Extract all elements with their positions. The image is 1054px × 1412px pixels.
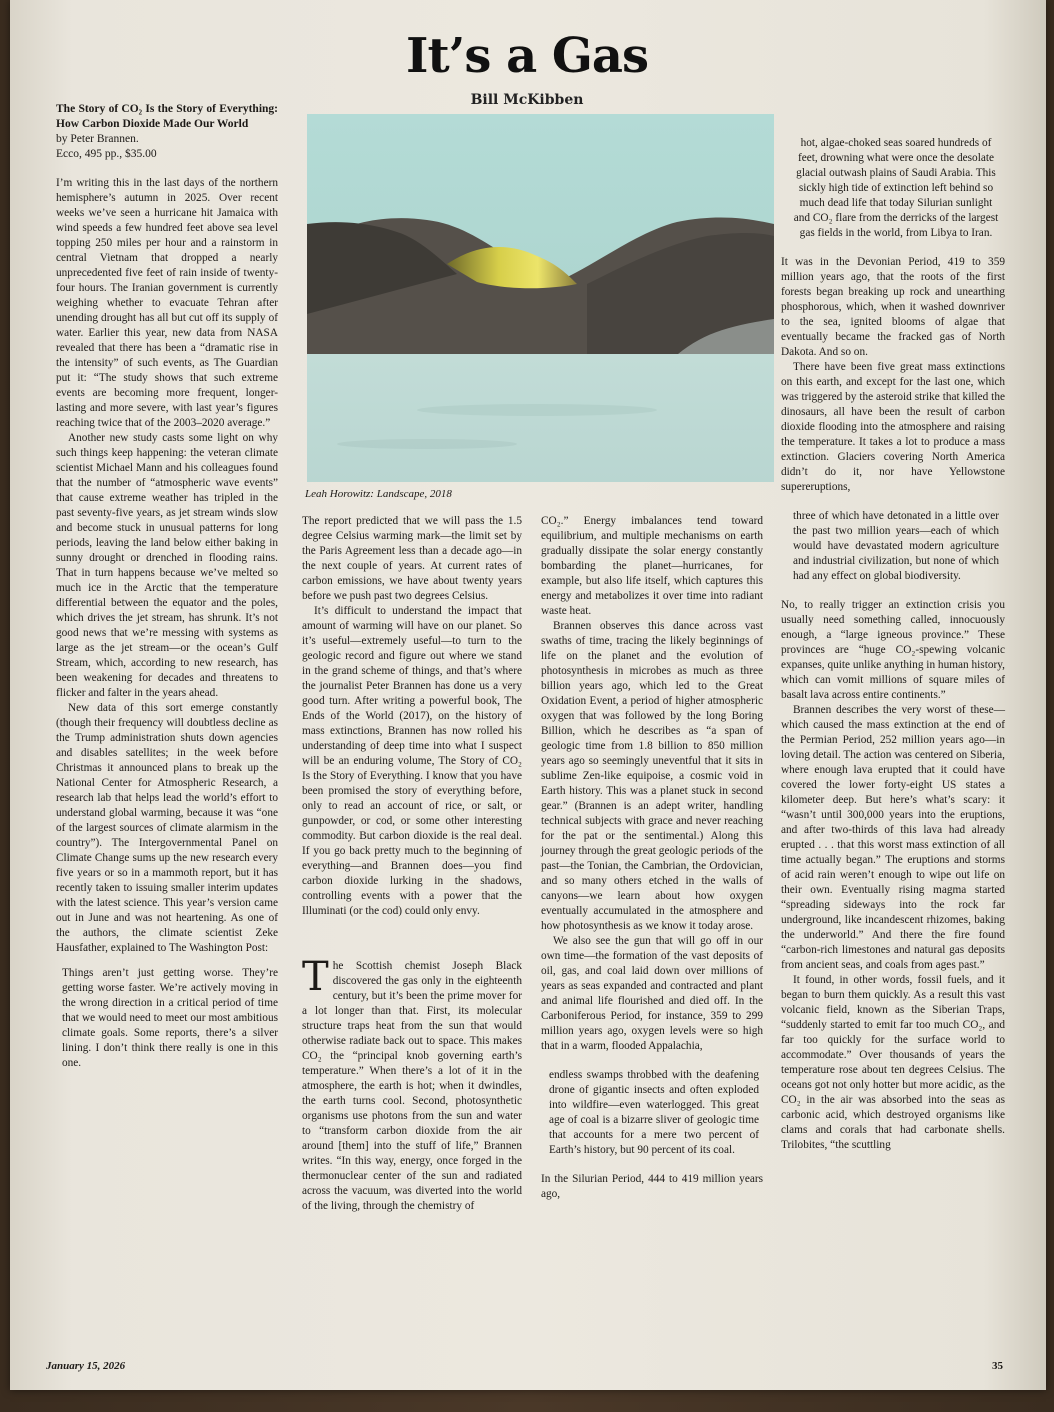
book-publisher: Ecco, 495 pp., $35.00: [56, 148, 157, 160]
paragraph: It’s difficult to understand the impact that amount of warming will have on our planet. So it’s useful—extremely useful—to turn to the geologic record and figure out where we stand in the grand scheme of things, and that’s where the journalist Peter Brannen has done us a very good turn. After writing a powerful book, The Ends of the World (2017), on the history of mass extinctions, Brannen has now rolled his understanding of deep time into what I suspect will be an enduring volume, The Story of CO₂ Is the Story of Everything. I know that you have been promised the story of everything before, only to read an account of rice, or salt, or gunpowder, or cod, or some other interesting commodity. But carbon dioxide is the real deal. If you go back pretty much to the beginning of everything—and Brannen does—you find carbon dioxide lurking in the shadows, controlling events with a power that the Illuminati (or the cod) could only envy.: [302, 605, 522, 917]
paragraph: I’m writing this in the last days of the northern hemisphere’s autumn in 2025. Over recent weeks we’ve seen a hurricane hit Jamaica with wind speeds a few hundred feet above sea level topping 250 miles per hour and a rainstorm in central Vietnam that dropped a nearly unprecedented five feet of rain inside of twenty-four hours. The Iranian government is currently weighing whether to evacuate Tehran after unending drought has all but cut off its supply of water. Earlier this year, new data from NASA revealed that there has been a “dramatic rise in the intensity” of such events, as The Guardian put it: “The study shows that such extreme events are becoming more frequent, longer-lasting and more severe, with last year’s figures reaching twice that of the 2003–2020 average.”: [56, 177, 278, 429]
block-quote: three of which have detonated in a little over the past two million years—each of which would have devastated modern agriculture and industrial civilization, but none of which had any effect on global biodiversity.: [793, 510, 999, 582]
column-2: [302, 514, 522, 1214]
issue-date: January 15, 2026: [46, 1360, 126, 1372]
figure-caption: Leah Horowitz: Landscape, 2018: [305, 488, 452, 500]
paragraph: In the Silurian Period, 444 to 419 million years ago,: [541, 1173, 763, 1200]
column-3: [541, 514, 763, 1202]
column-4: [781, 136, 1005, 1153]
landscape-painting-svg: [307, 114, 774, 482]
paragraph: Brannen observes this dance across vast swaths of time, tracing the likely beginnings of life on the planet and the evolution of photosynthesis in microbes as much as three billion years ago, which led to the Great Oxidation Event, a period of higher atmospheric oxygen that was followed by the long Boring Billion, which he describes as “a span of geologic time from 1.8 billion to 850 million years ago so seemingly uneventful that it sits in sublime Zen-like equipoise, a cosmic void in Earth history. This was a planet stuck in second gear.” (Brannen is an adept writer, handling technical subjects with grace and never reaching for the pat or the sentimental.) Along this journey through the great geologic periods of the past—the Tonian, the Cambrian, the Ordovician, and so many others etched in the walls of canyons—we learn about how oxygen eventually accumulated in the atmosphere and how photosynthesis as we know it today arose.: [541, 620, 763, 932]
paragraph: It was in the Devonian Period, 419 to 359 million years ago, that the roots of the first forests began breaking up rock and unearthing phosphorous, which, when it washed downriver to the sea, ignited blooms of algae that eventually became the fracked gas of North Dakota. And so on.: [781, 256, 1005, 358]
block-quote: endless swamps throbbed with the deafening drone of gigantic insects and often exploded into wildfire—even waterlogged. This great age of coal is a bizarre sliver of geologic time that accounts for a mere two percent of Earth’s history, but 90 percent of its coal.: [549, 1069, 759, 1156]
paragraph: New data of this sort emerge constantly (though their frequency will doubtless decline as the Trump administration shuts down agencies and disables satellites; in the week before Christmas it announced plans to break up the National Center for Atmospheric Research, a research lab that helps lead the world’s effort to understand global warming, because it was “one of the largest sources of climate alarmism in the country”). The Intergovernmental Panel on Climate Change sums up the new research every five years or so in a mammoth report, but it has recently taken to issuing smaller interim updates with the latest science. This year’s version came out in June and was not heartening. As one of the authors, the climate scientist Zeke Hausfather, explained to The Washington Post:: [56, 702, 278, 954]
paragraph: [302, 954, 522, 1214]
paragraph: It found, in other words, fossil fuels, and it began to burn them quickly. As a result this vast volcanic field, known as the Siberian Traps, “suddenly started to emit far too much CO₂, and far too quickly for the surface world to accommodate.” Over thousands of years the temperature rose about ten degrees Celsius. The oceans got not only hotter but more acidic, as the CO₂ in the air was absorbed into the seas as carbonic acid, which destroyed organisms like clams and corals that had carbonate shells. Trilobites, “the scuttling: [781, 974, 1005, 1151]
paragraph-text: he Scottish chemist Joseph Black discovered the gas only in the eighteenth century, but it’s been the prime mover for a lot longer than that. First, its molecular structure traps heat from the sun that would otherwise radiate back out to space. This makes CO₂ the “principal knob governing earth’s temperature.” When there’s a lot of it in the atmosphere, the earth is hot; when it dwindles, the earth turns cool. Second, photosynthetic organisms use photons from the sun and water to “transform carbon dioxide from the air around [them] into the stuff of life,” Brannen writes. “In this way, energy, once forged in the thermonuclear center of the sun and radiated across the vacuum, was diverted into the world of the living, through the chemistry of: [302, 960, 522, 1212]
article-title: It’s a Gas: [406, 28, 648, 84]
drop-cap: T: [302, 954, 329, 1000]
landscape-painting: [307, 114, 774, 482]
page-number: 35: [992, 1360, 1003, 1372]
article-author: Bill McKibben: [470, 92, 584, 108]
column-1: [56, 102, 278, 1071]
paragraph: Brannen describes the very worst of these—which caused the mass extinction at the end of the Permian Period, 252 million years ago—in loving detail. The action was centered on Siberia, where enough lava erupted that it could have covered the lower forty-eight US states a kilometer deep. But here’s what’s scary: it “wasn’t until 300,000 years into the eruptions, and after two-thirds of this lava had already erupted . . . that this worst mass extinction of all time actually began.” The eruptions and storms of acid rain weren’t enough to wipe out life on their own. Eventually rising magma started “spreading sideways into the rock far underground, like incandescent rhizomes, baking the underworld.” And there the fire found “carbon-rich limestones and natural gas deposits from ancient seas, and coals from ages past.”: [781, 704, 1005, 971]
block-quote: Things aren’t just getting worse. They’re getting worse faster. We’re actively moving in the wrong direction in a critical period of time that we would need to meet our most ambitious climate goals. Some reports, there’s a silver lining. I don’t think there really is one in this one.: [62, 967, 278, 1069]
book-title: The Story of CO₂ Is the Story of Everything: How Carbon Dioxide Made Our World: [56, 103, 278, 130]
paragraph: We also see the gun that will go off in our own time—the formation of the vast deposits of oil, gas, and coal laid down over millions of years as seas expanded and contracted and plant and animal life flourished and died off. In the Carboniferous Period, for instance, 359 to 299 million years ago, oxygen levels were so high that in a warm, flooded Appalachia,: [541, 935, 763, 1052]
book-byline: by Peter Brannen.: [56, 133, 139, 145]
block-quote: hot, algae-choked seas soared hundreds of feet, drowning what were once the desolate glacial outwash plains of Saudi Arabia. This sickly high tide of extinction left behind so much dead life that today Silurian sunlight and CO₂ flare from the derricks of the largest gas fields in the world, from Libya to Iran.: [793, 137, 999, 239]
paragraph: There have been five great mass extinctions on this earth, and except for the last one, which was triggered by the asteroid strike that killed the dinosaurs, all have been the result of carbon dioxide flooding into the atmosphere and raising the temperature. It takes a lot to produce a mass extinction. Glaciers covering North America didn’t do it, nor have Yellowstone supereruptions,: [781, 361, 1005, 493]
paragraph: CO₂.” Energy imbalances tend toward equilibrium, and multiple mechanisms on earth gradually dissipate the solar energy constantly bombarding the planet—hurricanes, for example, but also life itself, which captures this energy and metabolizes it over time into radiant waste heat.: [541, 515, 763, 617]
paragraph: The report predicted that we will pass the 1.5 degree Celsius warming mark—the limit set by the Paris Agreement less than a decade ago—in the next couple of years. At current rates of carbon emissions, we have about twenty years before we push past two degrees Celsius.: [302, 515, 522, 602]
paragraph: Another new study casts some light on why such things keep happening: the veteran climate scientist Michael Mann and his colleagues found that the number of “atmospheric wave events” that cause extreme weather has tripled in the past seventy-five years, as jet stream winds slow and become stuck in unusual patterns for long periods, leaving the land below either baking in sunny drought or drenched in flooding rains. That in turn happens because we’ve melted so much ice in the Arctic that the temperature differential between the equator and the poles, which drives the jet stream, has shrunk. It’s not good news that we’re messing with systems as large as the jet stream—or the ocean’s Gulf Stream, which, according to new research, has been weakening for decades and threatens to flicker and falter in the years ahead.: [56, 432, 278, 699]
paragraph: No, to really trigger an extinction crisis you usually need something called, innocuously enough, a “large igneous province.” These provinces are “huge CO₂-spewing volcanic expanses, quite unlike anything in human history, which can vomit millions of square miles of basalt lava across entire continents.”: [781, 599, 1005, 701]
